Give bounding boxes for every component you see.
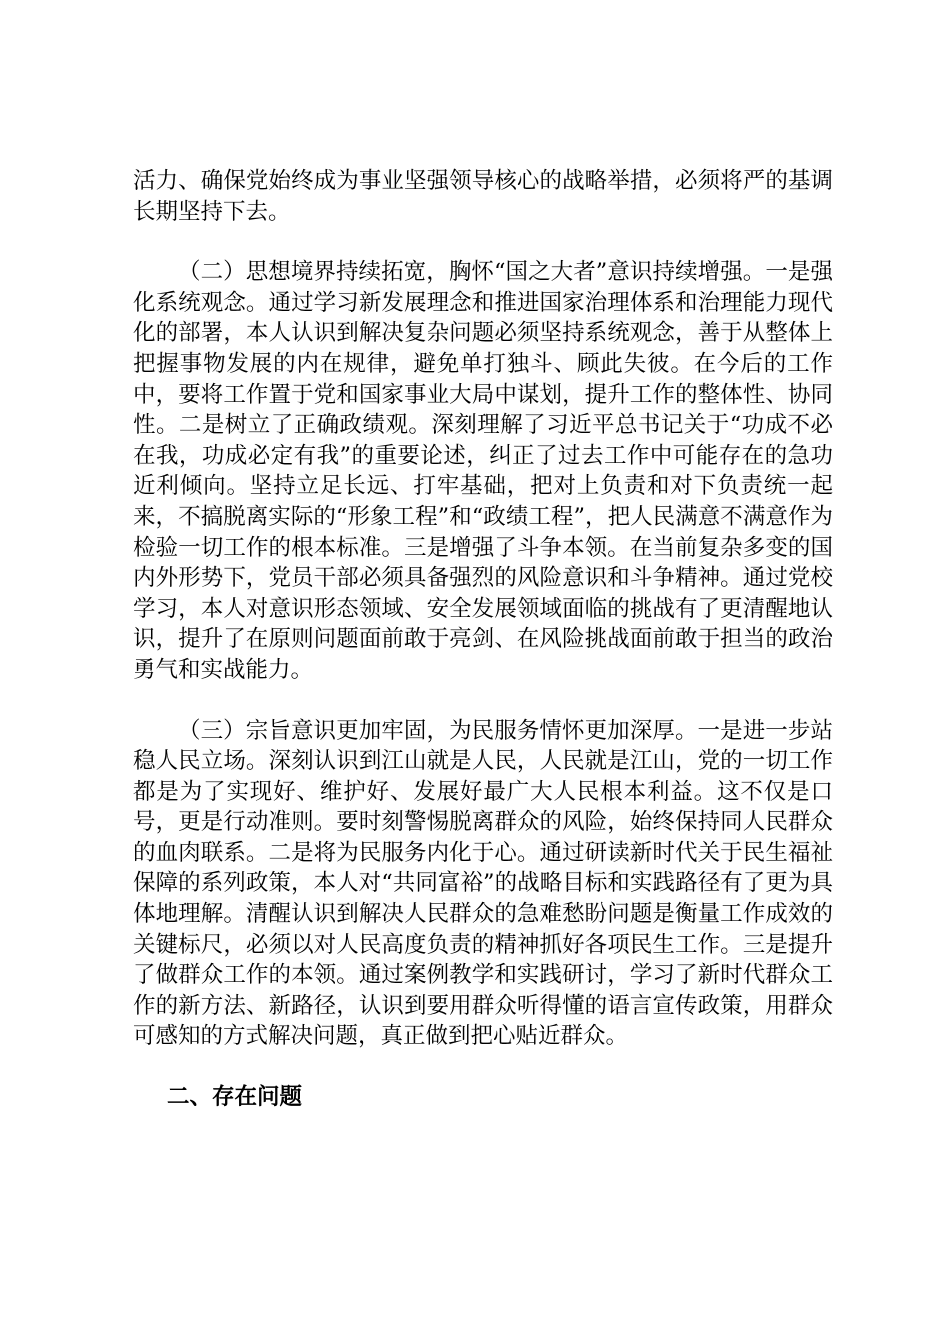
paragraph-continuation: 活力、确保党始终成为事业坚强领导核心的战略举措，必须将严的基调长期坚持下去。	[133, 168, 833, 225]
paragraph-thought-realm: （二）思想境界持续拓宽，胸怀“国之大者”意识持续增强。一是强化系统观念。通过学习新发展理念和推进国家治理体系和治理能力现代化的部署，本人认识到解决复杂问题必须坚持系统观念，善于从整体上把握事物发展的内在规律，避免单打独斗、顾此失彼。在今后的工作中，要将工作置于党和国家事业大局中谋划，提升工作的整体性、协同性。二是树立了正确政绩观。深刻理解了习近平总书记关于“功成不必在我，功成必定有我”的重要论述，纠正了过去工作中可能存在的急功近利倾向。坚持立足长远、打牢基础，把对上负责和对下负责统一起来，不搞脱离实际的“形象工程”和“政绩工程”，把人民满意不满意作为检验一切工作的根本标准。三是增强了斗争本领。在当前复杂多变的国内外形势下，党员干部必须具备强烈的风险意识和斗争精神。通过党校学习，本人对意识形态领域、安全发展领域面临的挑战有了更清醒地认识，提升了在原则问题面前敢于亮剑、在风险挑战面前敢于担当的政治勇气和实战能力。	[133, 259, 833, 683]
document-body	[133, 166, 833, 1112]
section-heading: 二、存在问题	[167, 1084, 303, 1111]
paragraph-purpose-awareness: （三）宗旨意识更加牢固，为民服务情怀更加深厚。一是进一步站稳人民立场。深刻认识到江山就是人民，人民就是江山，党的一切工作都是为了实现好、维护好、发展好最广大人民根本利益。这不仅是口号，更是行动准则。要时刻警惕脱离群众的风险，始终保持同人民群众的血肉联系。二是将为民服务内化于心。通过研读新时代关于民生福祉保障的系列政策，本人对“共同富裕”的战略目标和实践路径有了更为具体地理解。清醒认识到解决人民群众的急难愁盼问题是衡量工作成效的关键标尺，必须以对人民高度负责的精神抓好各项民生工作。三是提升了做群众工作的本领。通过案例教学和实践研讨，学习了新时代群众工作的新方法、新路径，认识到要用群众听得懂的语言宣传政策，用群众可感知的方式解决问题，真正做到把心贴近群众。	[133, 717, 833, 1050]
